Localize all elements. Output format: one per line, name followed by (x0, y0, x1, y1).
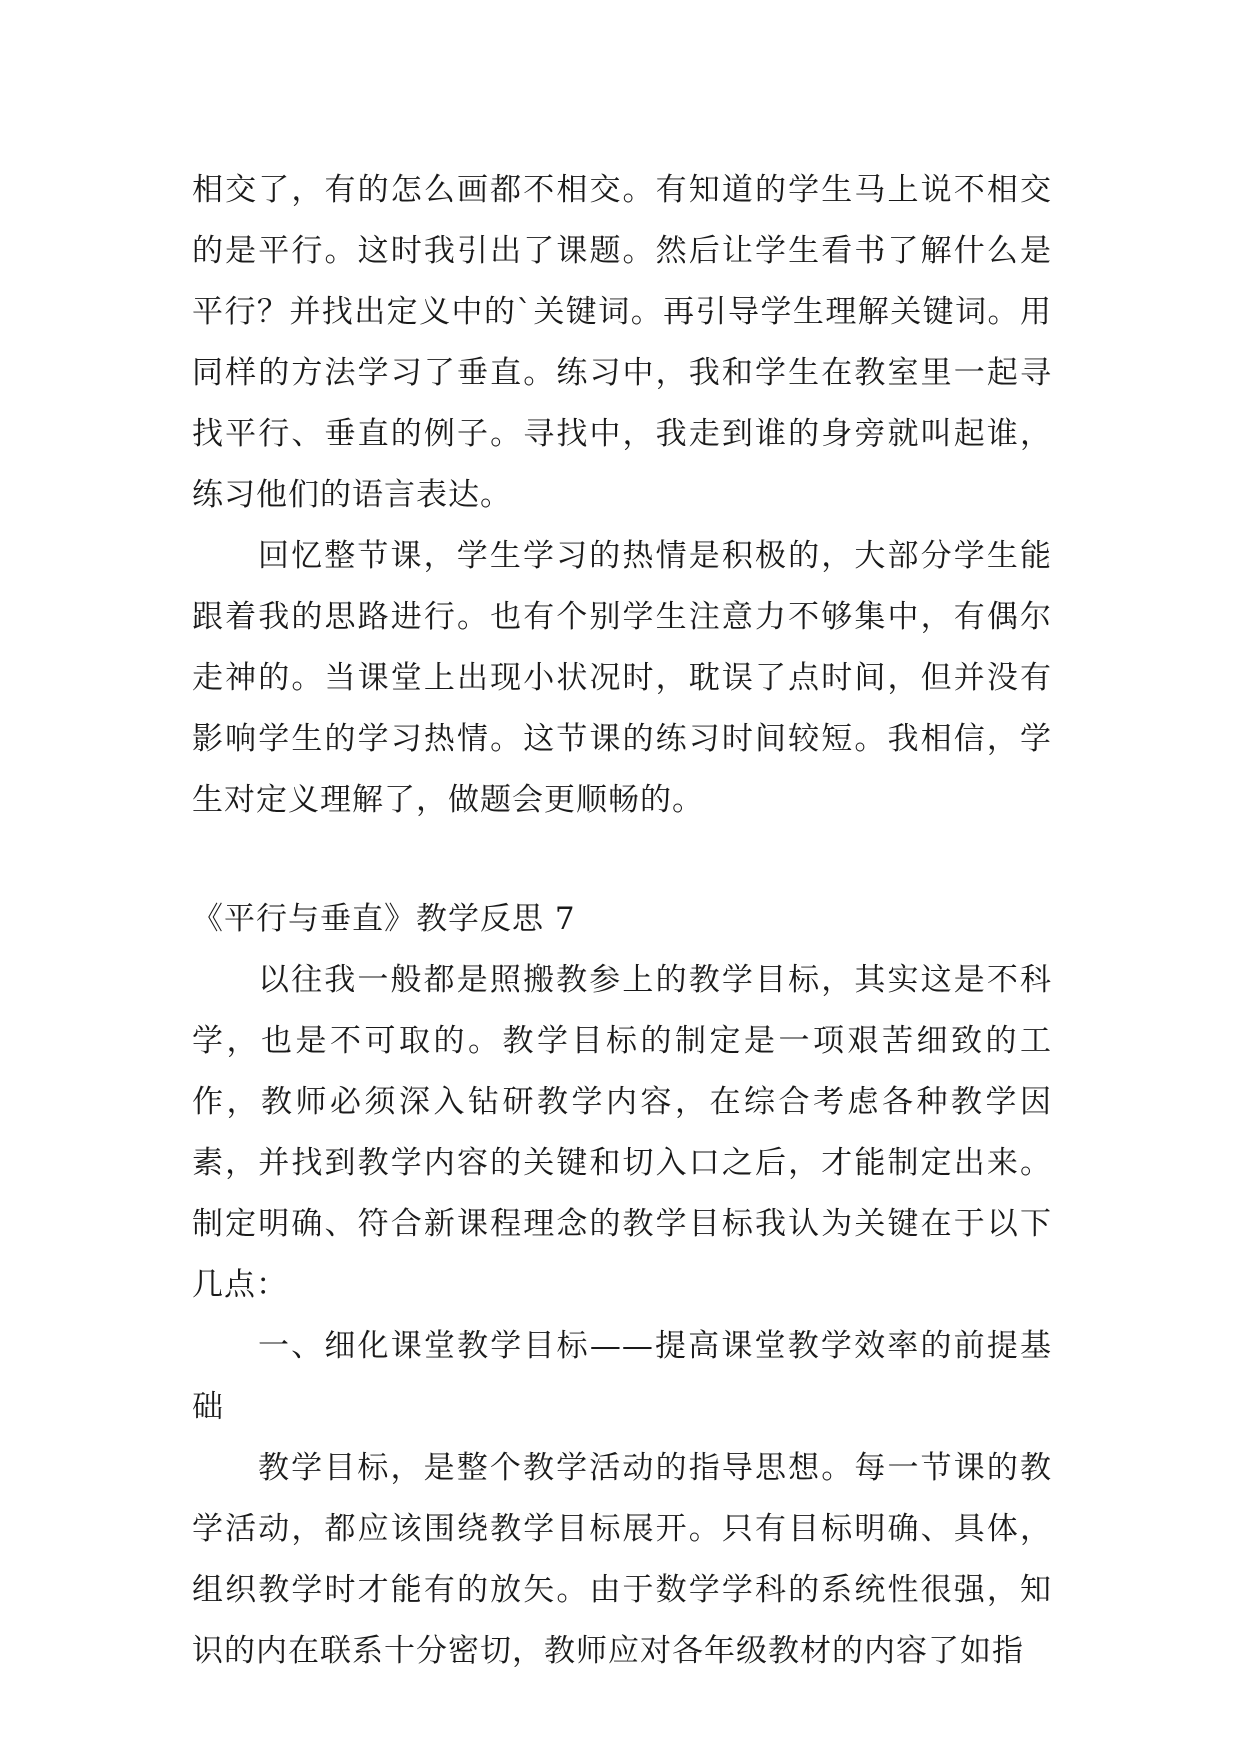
paragraph-lesson-review: 回忆整节课，学生学习的热情是积极的，大部分学生能跟着我的思路进行。也有个别学生注意力不够集中，有偶尔走神的。当课堂上出现小状况时，耽误了点时间，但并没有影响学生的学习热情。这节课的练习时间较短。我相信，学生对定义理解了，做题会更顺畅的。 (192, 538, 1052, 818)
paragraph-goal-guidance: 教学目标，是整个教学活动的指导思想。每一节课的教学活动，都应该围绕教学目标展开。只有目标明确、具体，组织教学时才能有的放矢。由于数学学科的系统性很强，知识的内在联系十分密切，教师应对各年级教材的内容了如指 (192, 1450, 1052, 1669)
paragraph-intersect-parallel: 相交了，有的怎么画都不相交。有知道的学生马上说不相交的是平行。这时我引出了课题。然后让学生看书了解什么是平行？并找出定义中的`关键词。再引导学生理解关键词。用同样的方法学习了垂直。练习中，我和学生在教室里一起寻找平行、垂直的例子。寻找中，我走到谁的身旁就叫起谁，练习他们的语言表达。 (192, 172, 1052, 513)
section-heading: 《平行与垂直》教学反思 7 (192, 901, 576, 937)
paragraph-subheading-one: 一、细化课堂教学目标——提高课堂教学效率的前提基础 (192, 1328, 1052, 1425)
document-body (192, 160, 1052, 1682)
paragraph-teaching-goals: 以往我一般都是照搬教参上的教学目标，其实这是不科学，也是不可取的。教学目标的制定是一项艰苦细致的工作，教师必须深入钻研教学内容，在综合考虑各种教学因素，并找到教学内容的关键和切入口之后，才能制定出来。制定明确、符合新课程理念的教学目标我认为关键在于以下几点： (192, 962, 1052, 1303)
